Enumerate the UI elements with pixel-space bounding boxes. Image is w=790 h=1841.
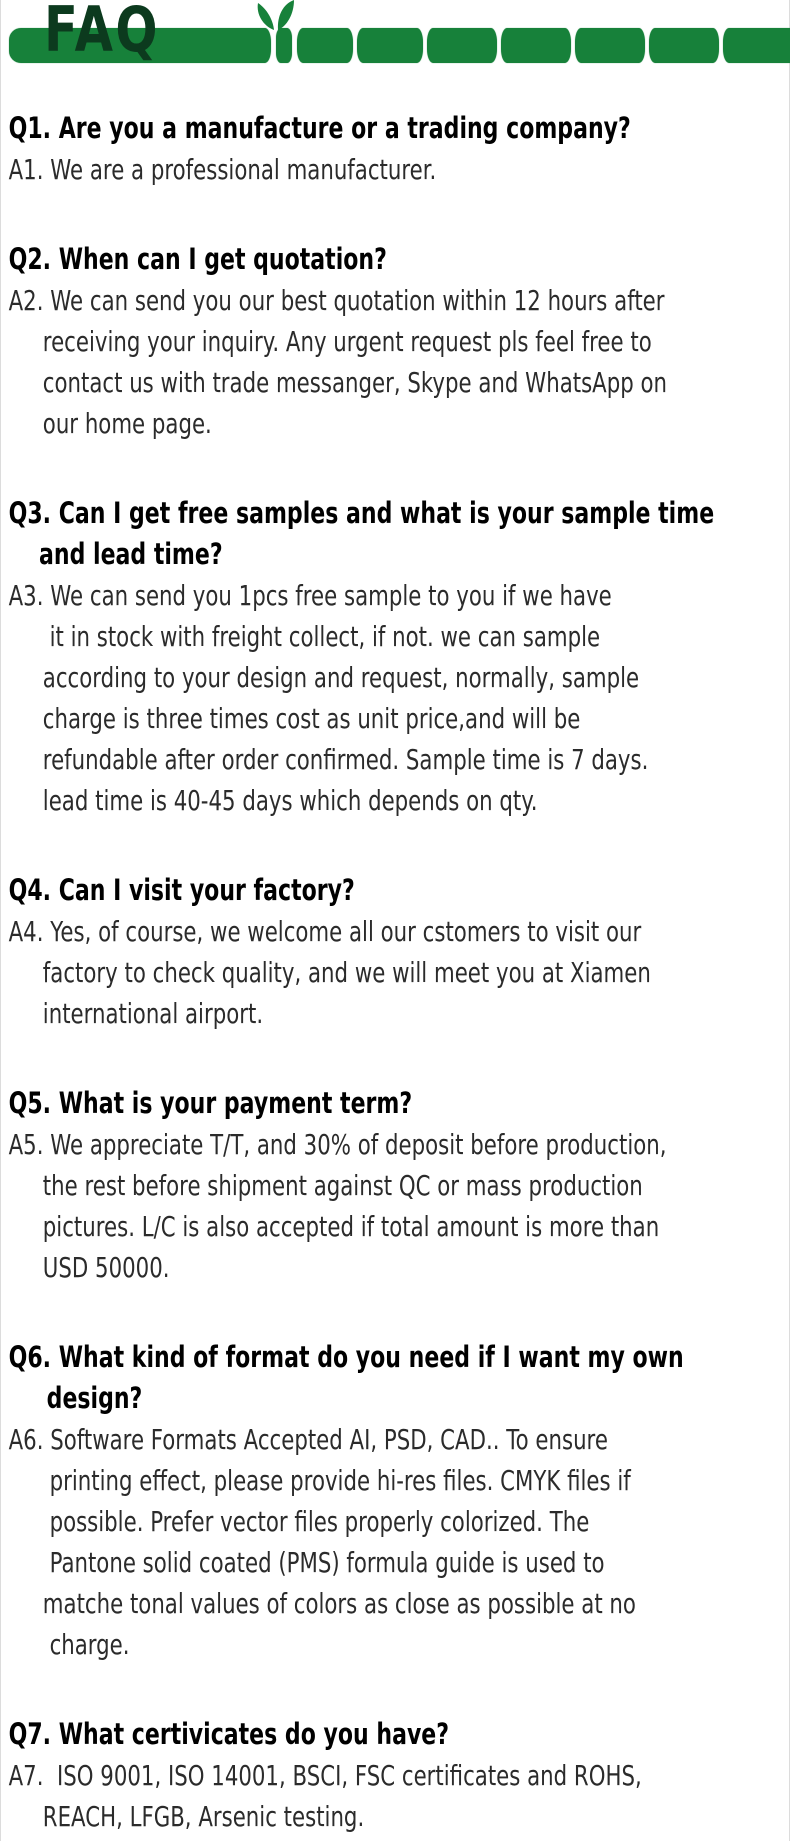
faq-question <box>9 1083 790 1124</box>
answer-line: according to your design and request, normally, sample <box>42 661 640 694</box>
bamboo-leaf-icon <box>251 0 299 32</box>
faq-answer <box>9 575 790 821</box>
faq-question <box>9 870 790 911</box>
answer-line: charge. <box>42 1628 130 1661</box>
answer-line: REACH, LFGB, Arsenic testing. <box>42 1800 365 1833</box>
answer-line: factory to check quality, and we will meet you at Xiamen <box>42 956 651 989</box>
faq-item <box>9 870 790 1034</box>
question-label: Q7. <box>8 1717 52 1751</box>
question-line: Q7. What certivicates do you have? <box>8 1717 450 1751</box>
question-label: Q1. <box>8 111 52 145</box>
faq-item <box>9 108 790 190</box>
answer-line: it in stock with freight collect, if not. we can sample <box>42 620 601 653</box>
faq-question <box>9 239 790 280</box>
answer-label: A7. <box>8 1759 44 1792</box>
answer-line: the rest before shipment against QC or mass production <box>42 1169 643 1202</box>
faq-answer <box>9 1755 790 1837</box>
page-title: FAQ <box>44 0 160 66</box>
question-line: Q2. When can I get quotation? <box>8 242 387 276</box>
bamboo-segment <box>297 28 353 63</box>
bamboo-segment <box>723 28 790 63</box>
question-label: Q3. <box>8 496 52 530</box>
question-label: Q2. <box>8 242 52 276</box>
faq-item <box>9 1083 790 1288</box>
bamboo-segment <box>575 28 645 63</box>
faq-answer <box>9 149 790 190</box>
question-label: Q4. <box>8 873 52 907</box>
answer-line: international airport. <box>42 997 264 1030</box>
answer-line: A2. We can send you our best quotation within 12 hours after <box>8 284 665 317</box>
answer-label: A6. <box>8 1423 44 1456</box>
question-label: Q6. <box>8 1340 52 1374</box>
faq-question <box>9 1337 790 1419</box>
faq-answer <box>9 1124 790 1288</box>
answer-line: USD 50000. <box>42 1251 170 1284</box>
answer-line: matche tonal values of colors as close as possible at no <box>42 1587 636 1620</box>
answer-line: A1. We are a professional manufacturer. <box>8 153 437 186</box>
bamboo-node <box>276 28 292 63</box>
question-line: design? <box>39 1381 143 1415</box>
faq-answer <box>9 911 790 1034</box>
faq-header <box>1 0 790 80</box>
answer-line: A7. ISO 9001, ISO 14001, BSCI, FSC certificates and ROHS, <box>8 1759 642 1792</box>
question-line: Q1. Are you a manufacture or a trading company? <box>8 111 631 145</box>
faq-item <box>9 239 790 444</box>
answer-label: A3. <box>8 579 44 612</box>
answer-label: A5. <box>8 1128 44 1161</box>
question-line: Q3. Can I get free samples and what is your sample time <box>8 496 715 530</box>
question-label: Q5. <box>8 1086 52 1120</box>
answer-label: A1. <box>8 153 44 186</box>
bamboo-segment <box>649 28 719 63</box>
answer-line: possible. Prefer vector files properly colorized. The <box>42 1505 590 1538</box>
answer-line: A5. We appreciate T/T, and 30% of deposit before production, <box>8 1128 667 1161</box>
answer-line: A4. Yes, of course, we welcome all our cstomers to visit our <box>8 915 642 948</box>
answer-line: refundable after order confirmed. Sample time is 7 days. <box>42 743 649 776</box>
question-line: Q6. What kind of format do you need if I want my own <box>8 1340 684 1374</box>
bamboo-segment <box>357 28 423 63</box>
answer-line: contact us with trade messanger, Skype and WhatsApp on <box>42 366 668 399</box>
answer-line: A6. Software Formats Accepted AI, PSD, CAD.. To ensure <box>8 1423 608 1456</box>
faq-item <box>9 1337 790 1665</box>
answer-label: A4. <box>8 915 44 948</box>
faq-answer <box>9 1419 790 1665</box>
faq-item <box>9 1714 790 1837</box>
bamboo-segment <box>501 28 571 63</box>
faq-list <box>1 108 790 1837</box>
faq-question <box>9 108 790 149</box>
answer-line: pictures. L/C is also accepted if total amount is more than <box>42 1210 660 1243</box>
faq-item <box>9 493 790 821</box>
bamboo-segment <box>427 28 497 63</box>
faq-question <box>9 493 790 575</box>
answer-line: A3. We can send you 1pcs free sample to you if we have <box>8 579 612 612</box>
answer-line: Pantone solid coated (PMS) formula guide is used to <box>42 1546 605 1579</box>
answer-line: lead time is 40-45 days which depends on qty. <box>42 784 538 817</box>
answer-line: printing effect, please provide hi-res files. CMYK files if <box>42 1464 631 1497</box>
answer-line: receiving your inquiry. Any urgent request pls feel free to <box>42 325 652 358</box>
faq-question <box>9 1714 790 1755</box>
question-line: Q4. Can I visit your factory? <box>8 873 355 907</box>
question-line: and lead time? <box>39 537 223 571</box>
answer-label: A2. <box>8 284 44 317</box>
answer-line: charge is three times cost as unit price,and will be <box>42 702 581 735</box>
answer-line: our home page. <box>42 407 212 440</box>
faq-answer <box>9 280 790 444</box>
question-line: Q5. What is your payment term? <box>8 1086 413 1120</box>
